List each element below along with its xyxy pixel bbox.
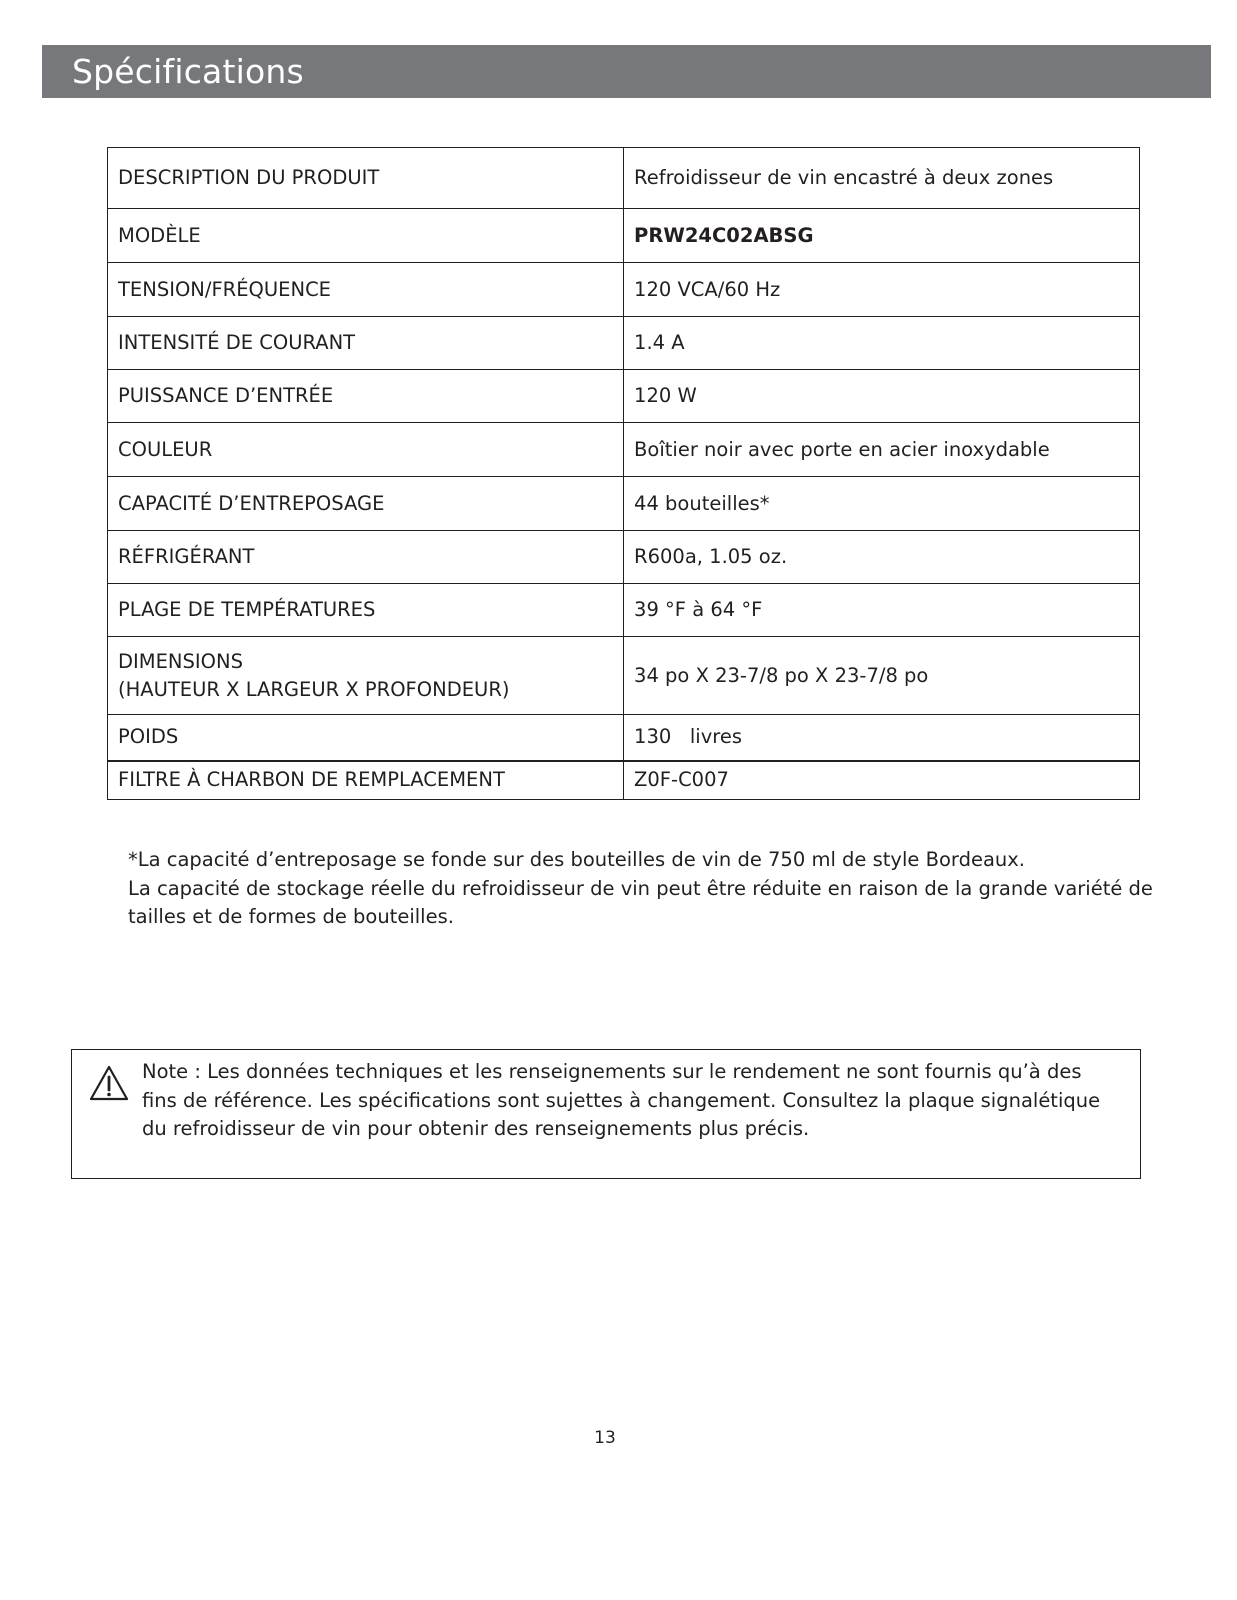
table-row <box>108 584 1140 637</box>
page-title: Spécifications <box>72 52 304 91</box>
spec-value: 1.4 A <box>624 317 1140 370</box>
spec-label <box>108 637 624 715</box>
spec-value: Z0F-C007 <box>624 761 1140 800</box>
specifications-table <box>107 147 1140 800</box>
table-row <box>108 370 1140 423</box>
spec-value: 44 bouteilles* <box>624 477 1140 531</box>
note-text <box>142 1058 1132 1144</box>
spec-label: FILTRE À CHARBON DE REMPLACEMENT <box>108 761 624 800</box>
footnote-line: tailles et de formes de bouteilles. <box>128 905 454 928</box>
note-box <box>71 1049 1141 1179</box>
spec-label: CAPACITÉ D’ENTREPOSAGE <box>108 477 624 531</box>
table-row <box>108 209 1140 263</box>
table-row <box>108 531 1140 584</box>
spec-label-line2: (HAUTEUR X LARGEUR X PROFONDEUR) <box>118 677 510 701</box>
capacity-footnote <box>128 846 1153 932</box>
spec-label: RÉFRIGÉRANT <box>108 531 624 584</box>
page-number: 13 <box>594 1428 616 1448</box>
spec-label: POIDS <box>108 715 624 761</box>
note-line: du refroidisseur de vin pour obtenir des renseignements plus précis. <box>142 1117 810 1140</box>
spec-label: TENSION/FRÉQUENCE <box>108 263 624 317</box>
spec-value: 39 °F à 64 °F <box>624 584 1140 637</box>
table-row <box>108 637 1140 715</box>
table-row <box>108 423 1140 477</box>
spec-value: 130 livres <box>624 715 1140 761</box>
spec-label: COULEUR <box>108 423 624 477</box>
spec-label-line1: DIMENSIONS <box>118 649 243 673</box>
spec-label: MODÈLE <box>108 209 624 263</box>
spec-value: Refroidisseur de vin encastré à deux zones <box>624 148 1140 209</box>
table-row <box>108 761 1140 800</box>
warning-triangle-icon <box>89 1065 129 1101</box>
spec-label: PLAGE DE TEMPÉRATURES <box>108 584 624 637</box>
note-line: Note : Les données techniques et les renseignements sur le rendement ne sont fournis qu’à des <box>142 1060 1082 1083</box>
spec-value: 120 W <box>624 370 1140 423</box>
table-row <box>108 477 1140 531</box>
note-line: fins de référence. Les spécifications sont sujettes à changement. Consultez la plaque signalétique <box>142 1088 1101 1112</box>
spec-value-model: PRW24C02ABSG <box>624 209 1140 263</box>
spec-value: 34 po X 23-7/8 po X 23-7/8 po <box>624 637 1140 715</box>
spec-value: Boîtier noir avec porte en acier inoxydable <box>624 423 1140 477</box>
spec-label: PUISSANCE D’ENTRÉE <box>108 370 624 423</box>
spec-label: INTENSITÉ DE COURANT <box>108 317 624 370</box>
footnote-line: *La capacité d’entreposage se fonde sur des bouteilles de vin de 750 ml de style Bordeaux. <box>128 848 1025 871</box>
spec-value: 120 VCA/60 Hz <box>624 263 1140 317</box>
table-row <box>108 317 1140 370</box>
spec-label: DESCRIPTION DU PRODUIT <box>108 148 624 209</box>
footnote-line: La capacité de stockage réelle du refroidisseur de vin peut être réduite en raison de la grande variété de <box>128 876 1153 900</box>
spec-value: R600a, 1.05 oz. <box>624 531 1140 584</box>
table-row <box>108 715 1140 761</box>
section-header <box>42 45 1211 98</box>
table-row <box>108 263 1140 317</box>
table-row <box>108 148 1140 209</box>
